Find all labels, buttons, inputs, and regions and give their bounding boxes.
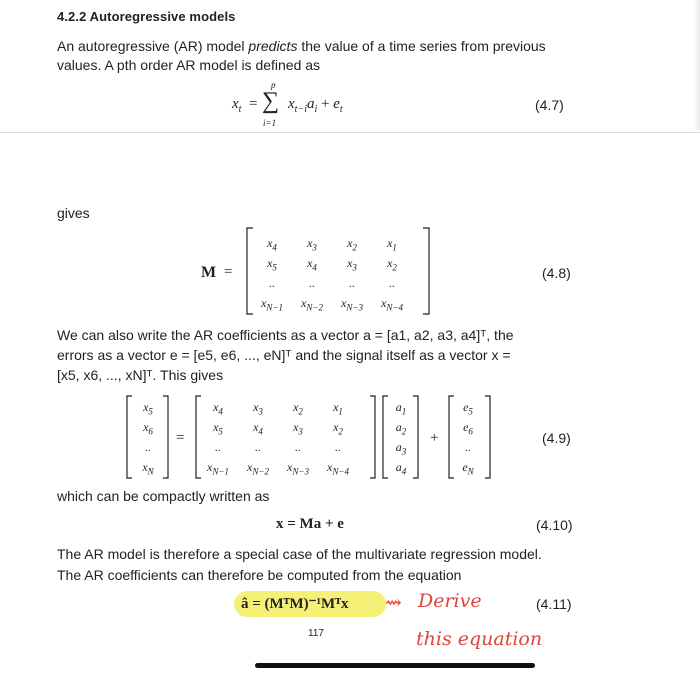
eq49-a-cell-r0: $a_1$ [395, 400, 407, 417]
eq49-plus: + [430, 430, 439, 446]
eq48-cell-r3-c2: $x_{N-3}$ [341, 296, 363, 313]
eq49-m-cell-r3-c0: $x_{N-1}$ [207, 460, 229, 477]
eq49-m-cell-r0-c3: $x_1$ [333, 400, 343, 417]
eq411-number: (4.11) [536, 596, 572, 612]
eq49-e-cell-r3: $e_N$ [462, 460, 474, 477]
intro-line-2: values. A pth order AR model is defined as [57, 57, 321, 73]
eq49-e-cell-r1: $e_6$ [463, 420, 473, 437]
eq49-m-cell-r2-c2: .. [295, 440, 301, 454]
eq49-m-cell-r3-c1: $x_{N-2}$ [247, 460, 269, 477]
page-divider [0, 132, 700, 133]
scrollbar[interactable] [255, 663, 535, 668]
eq49-m-cell-r1-c1: $x_4$ [253, 420, 263, 437]
page-edge-shadow [694, 0, 700, 130]
para3-line-2: The AR coefficients can therefore be computed from the equation [57, 567, 462, 583]
para2-line-1: We can also write the AR coefficients as a vector a = [a1, a2, a3, a4]ᵀ, the [57, 327, 514, 343]
eq48-cell-r0-c1: $x_3$ [307, 236, 317, 253]
eq49-number: (4.9) [542, 430, 571, 446]
eq411-formula: â = (MᵀM)⁻¹Mᵀx [241, 596, 349, 612]
eq48-cell-r3-c0: $x_{N-1}$ [261, 296, 283, 313]
eq49-x-cell-r2: .. [145, 440, 151, 454]
eq48-cell-r3-c1: $x_{N-2}$ [301, 296, 323, 313]
eq49-m-cell-r2-c3: .. [335, 440, 341, 454]
eq48-cell-r3-c3: $x_{N-4}$ [381, 296, 403, 313]
eq49-m-cell-r2-c0: .. [215, 440, 221, 454]
eq49-a-cell-r1: $a_2$ [395, 420, 407, 437]
intro-text-b: the value of a time series from previous [297, 38, 546, 54]
eq48-cell-r0-c2: $x_2$ [347, 236, 357, 253]
sum-symbol: ∑ [262, 88, 280, 114]
eq49-equals: = [176, 430, 185, 446]
eq410-formula: x = Ma + e [276, 516, 344, 532]
eq48-lhs: M [201, 264, 217, 281]
eq48-cell-r2-c0: .. [269, 276, 275, 290]
eq48-cell-r0-c0: $x_4$ [267, 236, 277, 253]
para2-line-2: errors as a vector e = [e5, e6, ..., eN]ᵀ and the signal itself as a vector x = [57, 347, 511, 363]
eq47-equals: = [249, 96, 258, 112]
eq49-m-cell-r0-c1: $x_3$ [253, 400, 263, 417]
eq410-number: (4.10) [536, 517, 573, 533]
intro-line-1 [57, 38, 546, 54]
eq49-x-cell-r0: $x_5$ [143, 400, 153, 417]
eq48-cell-r1-c2: $x_3$ [347, 256, 357, 273]
eq48-equals: = [224, 264, 233, 280]
eq49-m-cell-r2-c1: .. [255, 440, 261, 454]
eq48-cell-r2-c1: .. [309, 276, 315, 290]
eq49-m-cell-r1-c2: $x_3$ [293, 420, 303, 437]
gives-text: gives [57, 205, 90, 221]
eq49-m-cell-r0-c0: $x_4$ [213, 400, 223, 417]
eq49-a-cell-r3: $a_4$ [395, 460, 407, 477]
eq48-cell-r2-c2: .. [349, 276, 355, 290]
eq49-e-cell-r0: $e_5$ [463, 400, 473, 417]
annotation-arrow: ⇝ [385, 590, 402, 614]
page-number: 117 [308, 628, 324, 639]
para2-line-3: [x5, x6, ..., xN]ᵀ. This gives [57, 367, 224, 383]
eq48-cell-r1-c3: $x_2$ [387, 256, 397, 273]
intro-text-a: An autoregressive (AR) model [57, 38, 249, 54]
compact-text: which can be compactly written as [57, 488, 270, 504]
eq49-m-cell-r1-c0: $x_5$ [213, 420, 223, 437]
eq47-number: (4.7) [535, 97, 564, 113]
eq48-cell-r1-c0: $x_5$ [267, 256, 277, 273]
eq49-x-cell-r3: $x_N$ [142, 460, 154, 477]
eq49-m-cell-r1-c3: $x_2$ [333, 420, 343, 437]
annotation-derive: Derive [418, 590, 482, 612]
intro-emphasis: predicts [248, 38, 298, 54]
eq47-sum-bottom: i=1 [263, 118, 277, 128]
eq47-lhs: $x_t$ [232, 96, 242, 115]
eq49-m-cell-r3-c2: $x_{N-3}$ [287, 460, 309, 477]
eq49-m-cell-r0-c2: $x_2$ [293, 400, 303, 417]
eq49-a-cell-r2: $a_3$ [395, 440, 407, 457]
eq47-sum-top: p [271, 80, 276, 90]
eq48-cell-r0-c3: $x_1$ [387, 236, 397, 253]
eq49-e-cell-r2: .. [465, 440, 471, 454]
eq49-x-cell-r1: $x_6$ [143, 420, 153, 437]
eq48-cell-r1-c1: $x_4$ [307, 256, 317, 273]
eq49-m-cell-r3-c3: $x_{N-4}$ [327, 460, 349, 477]
section-title: 4.2.2 Autoregressive models [57, 9, 236, 24]
eq47-term: $x_{t-i}a_i + e_t$ [288, 96, 343, 115]
eq48-number: (4.8) [542, 265, 571, 281]
annotation-this-equation: this equation [416, 628, 543, 650]
eq48-cell-r2-c3: .. [389, 276, 395, 290]
para3-line-1: The AR model is therefore a special case of the multivariate regression model. [57, 546, 542, 562]
